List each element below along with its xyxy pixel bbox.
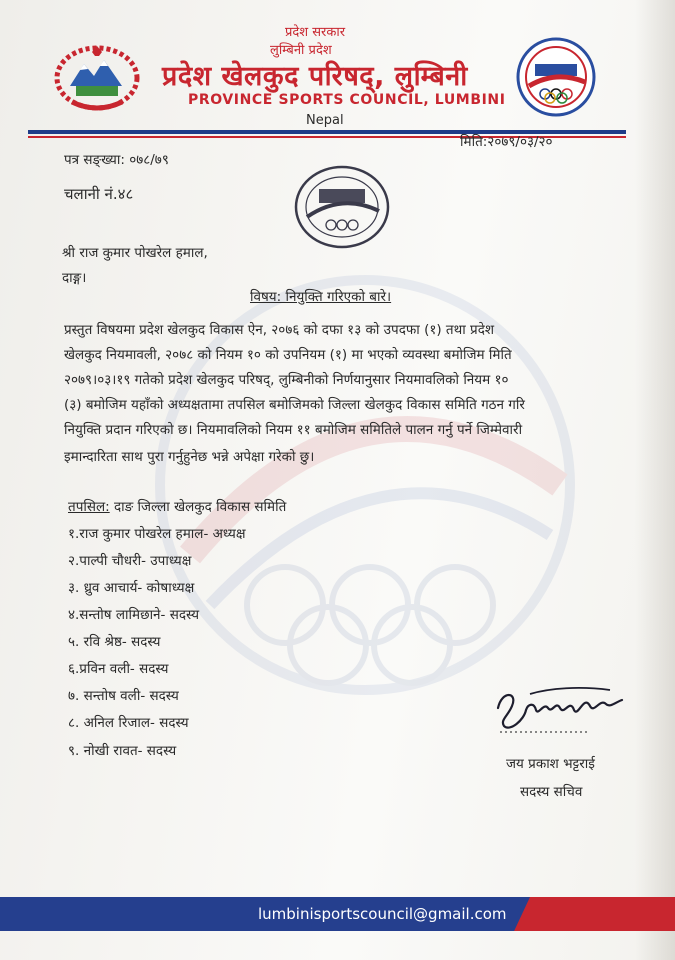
signatory-title: सदस्य सचिव [520, 784, 583, 800]
council-stamp-icon [293, 163, 391, 251]
recipient-place: दाङ्ग। [62, 270, 87, 286]
schedule-title: दाङ जिल्ला खेलकुद विकास समिति [109, 499, 287, 515]
recipient-name: श्री राज कुमार पोखरेल हमाल, [62, 245, 208, 261]
member-item: २.पाल्पी चौधरी- उपाध्यक्ष [68, 553, 192, 569]
province-label: लुम्बिनी प्रदेश [270, 43, 332, 58]
nepal-emblem-icon [52, 44, 142, 114]
letter-subject: विषय: नियुक्ति गरिएको बारे। [250, 289, 392, 305]
dispatch-number: चलानी नं.४८ [64, 185, 134, 203]
council-name-nepali: प्रदेश खेलकुद परिषद्, लुम्बिनी [162, 61, 468, 92]
footer-email: lumbinisportscouncil@gmail.com [258, 905, 507, 923]
schedule-label: तपसिल: [68, 499, 110, 515]
signatory-name: जय प्रकाश भट्टराई [506, 756, 595, 772]
body-line: इमान्दारिता साथ पुरा गर्नुहुनेछ भन्ने अपेक्षा गरेको छु। [64, 449, 315, 465]
body-line: (३) बमोजिम यहाँको अध्यक्षतामा तपसिल बमोजिमको जिल्ला खेलकुद विकास समिति गठन गरि [64, 397, 525, 413]
member-item: ४.सन्तोष लामिछाने- सदस्य [68, 607, 200, 623]
body-line: खेलकुद नियमावली, २०७८ को नियम १० को उपनियम (१) मा भएको व्यवस्था बमोजिम मिति [64, 347, 512, 363]
council-name-english: PROVINCE SPORTS COUNCIL, LUMBINI [188, 92, 506, 108]
signature-icon [490, 680, 630, 738]
member-item: ५. रवि श्रेष्ठ- सदस्य [68, 634, 161, 650]
page-shadow [635, 0, 675, 960]
letter-date: मिति:२०७९/०३/२० [460, 134, 553, 150]
reference-number: पत्र सङ्ख्या: ०७८/७९ [64, 152, 169, 168]
member-item: ८. अनिल रिजाल- सदस्य [68, 715, 189, 731]
body-line: प्रस्तुत विषयमा प्रदेश खेलकुद विकास ऐन, २०७६ को दफा १३ को उपदफा (१) तथा प्रदेश [64, 322, 495, 338]
sports-council-logo-icon [515, 36, 597, 118]
country-label: Nepal [306, 113, 344, 128]
schedule-heading [68, 497, 286, 515]
member-item: ३. ध्रुव आचार्य- कोषाध्यक्ष [68, 580, 195, 596]
member-item: ६.प्रविन वली- सदस्य [68, 661, 169, 677]
body-line: २०७९।०३।१९ गतेको प्रदेश खेलकुद परिषद्, लुम्बिनीको निर्णयानुसार नियमावलिको नियम १० [64, 372, 509, 388]
government-label: प्रदेश सरकार [285, 25, 346, 40]
body-line: नियुक्ति प्रदान गरिएको छ। नियमावलिको नियम ११ बमोजिम समितिले पालन गर्नु पर्ने जिम्मेवारी [64, 422, 523, 438]
member-item: १.राज कुमार पोखरेल हमाल- अध्यक्ष [68, 526, 246, 542]
member-item: ९. नोखी रावत- सदस्य [68, 743, 177, 759]
member-item: ७. सन्तोष वली- सदस्य [68, 688, 179, 704]
